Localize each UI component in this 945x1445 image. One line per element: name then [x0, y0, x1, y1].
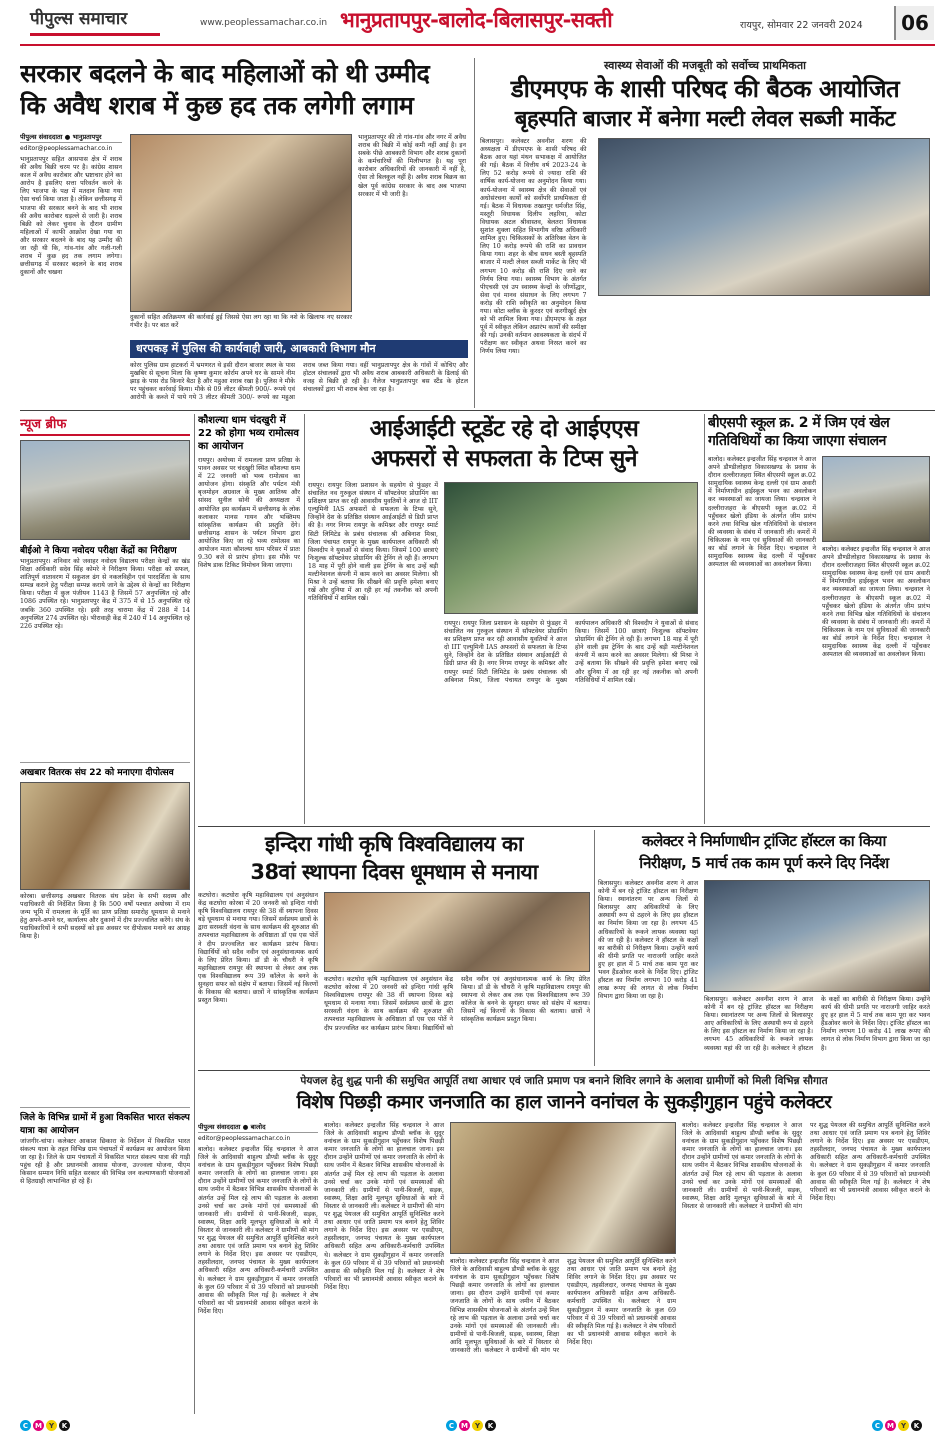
igkv-headline-2: 38वां स्थापना दिवस धूमधाम से मनाया: [250, 860, 538, 884]
brief-item3-text: जांजगीर-चांपा। कलेक्टर आकाश छिकारा के निर्देशन में विकसित भारत संकल्प यात्रा के तहत विभिन्न ग्राम पंचायतों में कार्यक्रम का आयोजन किया जा रहा है। जिले के ग्राम पंचायतों में विकसित भारत संकल्प यात्रा की गाड़ी पहुंच रही है और प्रधानमंत्री आवास योजना, उज्ज्वला योजना, पीएम किसान सम्मान निधि सहित सरकार की विभिन्न जन कल्याणकारी योजनाओं से हितग्राही लाभान्वित हो रहे हैं।: [20, 1138, 190, 1186]
igkv-body-cont: कटघोरा। कटघोरा कृषि महाविद्यालय एवं अनुसंधान केंद्र कटघोरा कोरबा में 20 जनवरी को इन्दिरा गांधी कृषि विश्वविद्यालय रायपुर की 38 वीं स्थापना दिवस बड़े धूमधाम से मनाया गया। जिसमें सर्वप्रथम छात्रों के द्वारा सरस्वती वंदना के साथ कार्यक्रम की शुरुआत की तत्पश्चात महाविद्यालय के अधिष्ठाता डॉ एस एस पोर्ते ने दीप प्रज्ज्वलित कर कार्यक्रम प्रारंभ किया। विद्यार्थियों को सदैव नवीन एवं अनुसंधानात्मक कार्य के लिए प्रेरित किया। डॉ डी के चौधरी ने कृषि महाविद्यालय रायपुर की स्थापना से लेकर अब तक एक विश्वविद्यालय रूप 39 कॉलेज के बनने के सुनहरा सफर को संक्षेप में बताया। जिसमें नई किरणों के विकास की बताया। छात्रों ने सांस्कृतिक कार्यक्रम प्रस्तुत किया।: [324, 976, 590, 1032]
news-brief: [20, 414, 190, 1414]
kamar-story: [198, 1074, 930, 1414]
ramotsav-body: रायपुर। अयोध्या में रामलला प्राण प्रतिष्ठा के पावन अवसर पर चंदखुरी स्थित कौशल्या धाम में 22 जनवरी को भव्य रामोत्सव का आयोजन होगा। संस्कृति और पर्यटन मंत्री बृजमोहन अग्रवाल के मुख्य आतिथ्य और सांसद सुनील सोनी की अध्यक्षता में आयोजित इस कार्यक्रम में छत्तीसगढ़ के लोक कलाकार मानस गायन और भक्तिमय सांस्कृतिक कार्यक्रम की प्रस्तुति देंगे। छत्तीसगढ़ शासन के पर्यटन विभाग द्वारा आयोजित किए जा रहे भव्य रामोत्सव का आयोजन माता कौशल्या धाम परिसर में प्रातः 9.30 बजे से प्रारंभ होगा। इस मौके पर विशेष डाक टिकिट विमोचन किया जाएगा।: [198, 457, 300, 570]
liquor-story: [20, 58, 468, 468]
yellow-dot: Y: [46, 1420, 57, 1431]
brief-item2-title: अखबार वितरक संघ 22 को मनाएगा दीपोत्सव: [20, 762, 190, 778]
igkv-body: कटघोरा। कटघोरा कृषि महाविद्यालय एवं अनुसंधान केंद्र कटघोरा कोरबा में 20 जनवरी को इन्दिरा गांधी कृषि विश्वविद्यालय रायपुर की 38 वीं स्थापना दिवस बड़े धूमधाम से मनाया गया। जिसमें सर्वप्रथम छात्रों के द्वारा सरस्वती वंदना के साथ कार्यक्रम की शुरुआत की तत्पश्चात महाविद्यालय के अधिष्ठाता डॉ एस एस पोर्ते ने दीप प्रज्ज्वलित कर कार्यक्रम प्रारंभ किया। विद्यार्थियों को सदैव नवीन एवं अनुसंधानात्मक कार्य के लिए प्रेरित किया। डॉ डी के चौधरी ने कृषि महाविद्यालय रायपुर की स्थापना से लेकर अब तक एक विश्वविद्यालय रूप 39 कॉलेज के बनने के सुनहरा सफर को संक्षेप में बताया। जिसमें नई किरणों के विकास की बताया। छात्रों ने सांस्कृतिक कार्यक्रम प्रस्तुत किया।: [198, 892, 318, 1005]
liquor-headline-1: सरकार बदलने के बाद महिलाओं को थी उम्मीद: [20, 59, 430, 88]
kamar-email[interactable]: editor@peoplessamachar.co.in: [198, 1135, 291, 1142]
iit-body-cont: रायपुर। रायपुर जिला प्रशासन के सहयोग से फुंडहर में संचालित नव गुरुकुल संस्थान में सॉफ्टवेयर प्रोग्रामिंग का प्रशिक्षण प्राप्त कर रही आवासीय युवतियों ने आज दो IIT एल्युमिनी IAS अफसरों से सफलता के टिप्स सुने, जिन्होंने देश के प्रतिष्ठित संस्थान आईआईटी से डिग्री प्राप्त की है। नगर निगम रायपुर के कमिश्नर और रायपुर स्मार्ट सिटी लिमिटेड के प्रबंध संचालक श्री अबिनाश मिश्रा, जिला पंचायत रायपुर के मुख्य कार्यपालन अधिकारी श्री विश्वदीप ने युवाओं से संवाद किया। जिसमें 100 छात्राएं निःशुल्क सॉफ्टवेयर प्रोग्रामिंग की ट्रेनिंग ले रही हैं। लगभग 18 माह में पूरी होने वाली इस ट्रेनिंग के बाद उन्हें बड़ी मल्टीनेशनल कंपनी में काम करने का अवसर मिलेगा। श्री मिश्रा ने उन्हें बताया कि सीखने की प्रवृत्ति हमेशा बनाए रखें और दुनिया में आ रही हर नई तकनीक को अपनी गतिविधियों में शामिल रखें।: [444, 620, 698, 684]
kamar-kicker: पेयजल हेतु शुद्ध पानी की समुचित आपूर्ति तथा आधार एवं जाति प्रमाण पत्र बनाने शिविर लगाने के अलावा ग्रामीणों को मिली विभिन्न सौगात: [300, 1075, 828, 1087]
iit-body: रायपुर। रायपुर जिला प्रशासन के सहयोग से फुंडहर में संचालित नव गुरुकुल संस्थान में सॉफ्टवेयर प्रोग्रामिंग का प्रशिक्षण प्राप्त कर रही आवासीय युवतियों ने आज दो IIT एल्युमिनी IAS अफसरों से सफलता के टिप्स सुने, जिन्होंने देश के प्रतिष्ठित संस्थान आईआईटी से डिग्री प्राप्त की है। नगर निगम रायपुर के कमिश्नर और रायपुर स्मार्ट सिटी लिमिटेड के प्रबंध संचालक श्री अबिनाश मिश्रा, जिला पंचायत रायपुर के मुख्य कार्यपालन अधिकारी श्री विश्वदीप ने युवाओं से संवाद किया। जिसमें 100 छात्राएं निःशुल्क सॉफ्टवेयर प्रोग्रामिंग की ट्रेनिंग ले रही हैं। लगभग 18 माह में पूरी होने वाली इस ट्रेनिंग के बाद उन्हें बड़ी मल्टीनेशनल कंपनी में काम करने का अवसर मिलेगा। श्री मिश्रा ने उन्हें बताया कि सीखने की प्रवृत्ति हमेशा बनाए रखें और दुनिया में आ रही हर नई तकनीक को अपनी गतिविधियों में शामिल रखें।: [308, 482, 438, 603]
magenta-dot: M: [885, 1420, 896, 1431]
bsp-school-photo: [822, 456, 930, 542]
hostel-site-photo: [704, 880, 930, 992]
masthead: [0, 0, 945, 58]
hostel-body-cont: बिलासपुर। कलेक्टर अवनीश शरण ने आज कोनी में बन रहे ट्रांजिट हॉस्टल का निरीक्षण किया। स्थानांतरण पर अन्य जिलों से बिलासपुर आए अधिकारियों के लिए अस्थायी रूप से ठहरने के लिए इस हॉस्टल का निर्माण किया जा रहा है। लगभग 45 अधिकारियों के रूकने लायक व्यवस्था यहां की जा रही है। कलेक्टर ने हॉस्टल के कक्षों का बारीकी से निरीक्षण किया। उन्होंने कार्य की धीमी प्रगति पर नाराजगी जाहिर करते हुए हर हाल में 5 मार्च तक काम पूरा कर भवन हैंडओवर करने के निर्देश दिए। ट्रांजिट हॉस्टल का निर्माण लगभग 10 करोड़ 41 लाख रूपए की लागत से लोक निर्माण विभाग द्वारा किया जा रहा है।: [704, 996, 930, 1052]
black-dot: K: [911, 1420, 922, 1431]
black-dot: K: [59, 1420, 70, 1431]
kamar-body-under-photo: बालोद। कलेक्टर इन्द्रजीत सिंह चन्द्रवाल ने आज जिले के आदिवासी बाहुल्य डौण्डी ब्लॉक के सुदूर वनांचल के ग्राम सुकड़ीगुहान पहुँचकर विशेष पिछड़ी कमार जनजाति के लोगों का हालचाल जाना। इस दौरान उन्होंने ग्रामीणों एवं कमार जनजाति के लोगों के साथ जमीन में बैठकर विभिन्न शासकीय योजनाओं के अंतर्गत उन्हें मिल रहे लाभ की पड़ताल के अलावा उनसे चर्चा कर उनके मांगों एवं समस्याओं की जानकारी ली। ग्रामीणों से पानी-बिजली, सड़क, स्वास्थ्य, शिक्षा आदि मूलभूत सुविधाओं के बारे में विस्तार से जानकारी ली। कलेक्टर ने ग्रामीणों की मांग पर शुद्ध पेयजल की समुचित आपूर्ति सुनिश्चित करने तथा आधार एवं जाति प्रमाण पत्र बनाने हेतु शिविर लगाने के निर्देश दिए। इस अवसर पर एसडीएम, तहसीलदार, जनपद पंचायत के मुख्य कार्यपालन अधिकारी सहित अन्य अधिकारी-कर्मचारी उपस्थित थे। कलेक्टर ने ग्राम सुकड़ीगुहान में कमार जनजाति के कुल 69 परिवार में से 39 परिवारों को प्रधानमंत्री आवास की स्वीकृति मिल गई है। कलेक्टर ने शेष परिवारों का भी प्रधानमंत्री आवास स्वीकृत कराने के निर्देश दिए।: [450, 1258, 676, 1355]
brief-item1-text: भानुप्रतापपुर। शनिवार को जवाहर नवोदय विद्यालय परीक्षा केन्द्रों का खंड शिक्षा अधिकारी सदेव सिंह कोमरे ने निरीक्षण किया। परीक्षा को सफल, शांतिपूर्ण वातावरण में सकुशल ढंग से नकलविहीन एवं पारदर्शिता के साथ सम्पन्न कराने हेतु परीक्षा सम्पन्न कराये जाने के उद्देश्य से केन्द्रों का निरीक्षण किया। परीक्षा में कुल पंजीयन 1143 है जिसमें 57 अनुपस्थित रहे और 1086 उपस्थित रहे। भानुप्रतापपुर केंद्र में 375 में से 15 अनुपस्थित रहे जबकि 360 उपस्थित रहे। इसी तरह चारामा केंद्र में 288 में 14 अनुपस्थित 274 उपस्थित रहे। भीरावाही केंद्र में 240 में 14 अनुपस्थित रहे 226 उपस्थित रहे।: [20, 558, 190, 630]
liquor-shop-photo: [130, 134, 352, 312]
dmf-headline-1: डीएमएफ के शासी परिषद की बैठक आयोजित: [510, 75, 900, 103]
igkv-story: [198, 830, 590, 1066]
brief-item1-title: बीईओ ने किया नवोदय परीक्षा केंद्रों का निरीक्षण: [20, 546, 177, 556]
distributors-photo: [20, 782, 190, 890]
page-number: 06: [894, 6, 934, 40]
cyan-dot: C: [20, 1420, 31, 1431]
kamar-headline: विशेष पिछड़ी कमार जनजाति का हाल जानने वनांचल के सुकड़ीगुहान पहुंचे कलेक्टर: [296, 1092, 832, 1113]
dmf-kicker: स्वास्थ्य सेवाओं की मजबूती को सर्वोच्च प्राथमिकता: [604, 59, 806, 72]
dmf-body: बिलासपुर। कलेक्टर अवनीश शरण की अध्यक्षता में डीएमएफ के शासी परिषद की बैठक आज यहां मंथन सभाकक्ष में आयोजित की गई। बैठक में वित्तीय वर्ष 2023-24 के लिए 52 करोड़ रूपये से ज्यादा राशि की वार्षिक कार्य-योजना का अनुमोदन किया गया। कार्य-योजना में स्वास्थ्य क्षेत्र की सेवाओं एवं अधोसंरचना कार्यों को सर्वोपरि प्राथमिकता दी गई। बैठक में विधायक तखतपुर धर्मजीत सिंह, मस्तूरी विधायक दिलीप लहरिया, कोटा विधायक अटल श्रीवास्तव, बेलतरा विधायक सुशांत शुक्ला सहित विभागीय वरिष्ठ अधिकारी शामिल हुए। चिकित्सकों के अतिरिक्त वेतन के लिए 10 करोड़ रूपये की राशि का प्रावधान किया गया। शहर के बीच सघन बस्ती बृहस्पति बाजार में मल्टी लेवल सब्जी मार्केट के लिए भी लगभग 10 करोड़ की राशि दिए जाने का निर्णय लिया गया। स्वास्थ्य विभाग के अंतर्गत पीएचसी एवं उप स्वास्थ्य केन्द्रों के जीर्णोद्धार, सेवा एवं मानव संसाधन के लिए लगभग 7 करोड़ की राशि स्वीकृति का अनुमोदन किया गया। कोटा ब्लॉक के कुरदर एवं करगीखुर्द क्षेत्र को भी शामिल किया गया। डीएमएफ के तहत पूर्व में स्वीकृत लेकिन अप्रारंभ कार्यों की समीक्षा की गई। उनकी वर्तमान आवश्यकता के संदर्भ में परीक्षण कर स्वीकृत अथवा निरस्त करने का निर्णय लिया गया।: [480, 138, 587, 356]
hostel-story: [598, 830, 930, 1066]
magenta-dot: M: [33, 1420, 44, 1431]
kamar-byline: पीपुल्स संवाददाता ● बालोद: [198, 1122, 318, 1133]
bsp-school-story: [708, 414, 930, 824]
liquor-email[interactable]: editor@peoplessamachar.co.in: [20, 145, 113, 152]
yellow-dot: Y: [898, 1420, 909, 1431]
iit-headline-2: अफसरों से सफलता के टिप्स सुने: [370, 446, 638, 472]
dmf-headline-2: बृहस्पति बाजार में बनेगा मल्टी लेवल सब्जी मार्केट: [514, 107, 896, 132]
iit-seminar-photo: [444, 482, 698, 614]
hostel-headline-2: निरीक्षण, 5 मार्च तक काम पूर्ण करने दिए निर्देश: [639, 854, 889, 872]
kamar-body-right: बालोद। कलेक्टर इन्द्रजीत सिंह चन्द्रवाल ने आज जिले के आदिवासी बाहुल्य डौण्डी ब्लॉक के सुदूर वनांचल के ग्राम सुकड़ीगुहान पहुँचकर विशेष पिछड़ी कमार जनजाति के लोगों का हालचाल जाना। इस दौरान उन्होंने ग्रामीणों एवं कमार जनजाति के लोगों के साथ जमीन में बैठकर विभिन्न शासकीय योजनाओं के अंतर्गत उन्हें मिल रहे लाभ की पड़ताल के अलावा उनसे चर्चा कर उनके मांगों एवं समस्याओं की जानकारी ली। ग्रामीणों से पानी-बिजली, सड़क, स्वास्थ्य, शिक्षा आदि मूलभूत सुविधाओं के बारे में विस्तार से जानकारी ली। कलेक्टर ने ग्रामीणों की मांग पर शुद्ध पेयजल की समुचित आपूर्ति सुनिश्चित करने तथा आधार एवं जाति प्रमाण पत्र बनाने हेतु शिविर लगाने के निर्देश दिए। इस अवसर पर एसडीएम, तहसीलदार, जनपद पंचायत के मुख्य कार्यपालन अधिकारी सहित अन्य अधिकारी-कर्मचारी उपस्थित थे। कलेक्टर ने ग्राम सुकड़ीगुहान में कमार जनजाति के कुल 69 परिवार में से 39 परिवारों को प्रधानमंत्री आवास की स्वीकृति मिल गई है। कलेक्टर ने शेष परिवारों का भी प्रधानमंत्री आवास स्वीकृत कराने के निर्देश दिए।: [682, 1122, 930, 1210]
iit-headline-1: आईआईटी स्टूडेंट रहे दो आईएएस: [369, 416, 639, 442]
dmf-story: [480, 58, 930, 408]
registration-marks-mid: [446, 1420, 496, 1431]
igkv-group-photo: [324, 892, 590, 972]
news-brief-label: न्यूज ब्रीफ: [20, 414, 190, 436]
bsp-headline-2: गतिविधियों का किया जाएगा संचालन: [708, 433, 886, 449]
black-dot: K: [485, 1420, 496, 1431]
website-url[interactable]: www.peoplessamachar.co.in: [200, 18, 328, 28]
liquor-col3: भानुप्रतापपुर की तो गांव-गांव और नगर में अवैध शराब की बिक्री में कोई कमी नहीं आई है। इन सबके पीछे आबकारी विभाग और शराब दुकानों के कर्मचारियों की मिलीभगत है। यह पूरा कारोबार अधिकारियों की जानकारी में नहीं है, ऐसा तो बिलकुल नहीं है। अवैध शराब बिक्रय का खेल पूर्व कांग्रेस सरकार के बाद अब भाजपा सरकार में भी जारी है।: [358, 134, 466, 198]
bsp-body: बालोद। कलेक्टर इन्द्रजीत सिंह चन्द्रवाल ने आज अपने डौण्डीलोहारा विकासखण्ड के प्रवास के दौरान दल्लीराजहरा स्थित बीएसपी स्कूल क्र.02 सामुदायिक स्वास्थ्य केन्द्र दल्ली एवं ग्राम अवारी में निर्माणाधीन हाईस्कूल भवन का अवलोकन कर व्यवस्थाओं का जायजा लिया। चन्द्रवाल ने दल्लीराजहरा के बीएसपी स्कूल क्र.02 में पहुँचकर खेलो इंडिया के अंतर्गत जीम प्रारंभ करने तथा विभिन्न खेल गतिविधियों के संचालन की व्यवस्था के संबंध में जानकारी ली। कमरों में चिकित्सक के नाम एवं सुविधाओं की जानकारी का बोर्ड लगाने के निर्देश दिए। चन्द्रवाल ने सामुदायिक स्वास्थ्य केंद्र दल्ली में पहुँचकर अस्पताल की व्यवस्थाओं का अवलोकन किया।: [708, 456, 816, 569]
cyan-dot: C: [872, 1420, 883, 1431]
cyan-dot: C: [446, 1420, 457, 1431]
kamar-body-col2: बालोद। कलेक्टर इन्द्रजीत सिंह चन्द्रवाल ने आज जिले के आदिवासी बाहुल्य डौण्डी ब्लॉक के सुदूर वनांचल के ग्राम सुकड़ीगुहान पहुँचकर विशेष पिछड़ी कमार जनजाति के लोगों का हालचाल जाना। इस दौरान उन्होंने ग्रामीणों एवं कमार जनजाति के लोगों के साथ जमीन में बैठकर विभिन्न शासकीय योजनाओं के अंतर्गत उन्हें मिल रहे लाभ की पड़ताल के अलावा उनसे चर्चा कर उनके मांगों एवं समस्याओं की जानकारी ली। ग्रामीणों से पानी-बिजली, सड़क, स्वास्थ्य, शिक्षा आदि मूलभूत सुविधाओं के बारे में विस्तार से जानकारी ली। कलेक्टर ने ग्रामीणों की मांग पर शुद्ध पेयजल की समुचित आपूर्ति सुनिश्चित करने तथा आधार एवं जाति प्रमाण पत्र बनाने हेतु शिविर लगाने के निर्देश दिए। इस अवसर पर एसडीएम, तहसीलदार, जनपद पंचायत के मुख्य कार्यपालन अधिकारी सहित अन्य अधिकारी-कर्मचारी उपस्थित थे। कलेक्टर ने ग्राम सुकड़ीगुहान में कमार जनजाति के कुल 69 परिवार में से 39 परिवारों को प्रधानमंत्री आवास की स्वीकृति मिल गई है। कलेक्टर ने शेष परिवारों का भी प्रधानमंत्री आवास स्वीकृत कराने के निर्देश दिए।: [324, 1122, 444, 1291]
iit-story: [308, 414, 700, 824]
exam-centre-photo: [20, 440, 190, 540]
liquor-byline: पीपुल्स संवाददाता ● भानुप्रतापपुर: [20, 132, 122, 143]
ramotsav-headline: कौशल्या धाम चंदखुरी में 22 को होगा भव्य रामोत्सव का आयोजन: [198, 415, 299, 452]
liquor-photo-caption: दुकानों सहित अतिक्रमण की कार्रवाई हुई जिससे ऐसा लग रहा था कि नशे के खिलाफ नए सरकार गंभीर है। पर बात करें: [130, 314, 352, 330]
newspaper-logo: पीपुल्स समाचार: [30, 6, 160, 36]
kamar-body-left: बालोद। कलेक्टर इन्द्रजीत सिंह चन्द्रवाल ने आज जिले के आदिवासी बाहुल्य डौण्डी ब्लॉक के सुदूर वनांचल के ग्राम सुकड़ीगुहान पहुँचकर विशेष पिछड़ी कमार जनजाति के लोगों का हालचाल जाना। इस दौरान उन्होंने ग्रामीणों एवं कमार जनजाति के लोगों के साथ जमीन में बैठकर विभिन्न शासकीय योजनाओं के अंतर्गत उन्हें मिल रहे लाभ की पड़ताल के अलावा उनसे चर्चा कर उनके मांगों एवं समस्याओं की जानकारी ली। ग्रामीणों से पानी-बिजली, सड़क, स्वास्थ्य, शिक्षा आदि मूलभूत सुविधाओं के बारे में विस्तार से जानकारी ली। कलेक्टर ने ग्रामीणों की मांग पर शुद्ध पेयजल की समुचित आपूर्ति सुनिश्चित करने तथा आधार एवं जाति प्रमाण पत्र बनाने हेतु शिविर लगाने के निर्देश दिए। इस अवसर पर एसडीएम, तहसीलदार, जनपद पंचायत के मुख्य कार्यपालन अधिकारी सहित अन्य अधिकारी-कर्मचारी उपस्थित थे। कलेक्टर ने ग्राम सुकड़ीगुहान में कमार जनजाति के कुल 69 परिवार में से 39 परिवारों को प्रधानमंत्री आवास की स्वीकृति मिल गई है। कलेक्टर ने शेष परिवारों का भी प्रधानमंत्री आवास स्वीकृत कराने के निर्देश दिए।: [198, 1146, 318, 1315]
igkv-headline-1: इन्दिरा गांधी कृषि विश्वविद्यालय का: [265, 832, 523, 856]
hostel-body: बिलासपुर। कलेक्टर अवनीश शरण ने आज कोनी में बन रहे ट्रांजिट हॉस्टल का निरीक्षण किया। स्थानांतरण पर अन्य जिलों से बिलासपुर आए अधिकारियों के लिए अस्थायी रूप से ठहरने के लिए इस हॉस्टल का निर्माण किया जा रहा है। लगभग 45 अधिकारियों के रूकने लायक व्यवस्था यहां की जा रही है। कलेक्टर ने हॉस्टल के कक्षों का बारीकी से निरीक्षण किया। उन्होंने कार्य की धीमी प्रगति पर नाराजगी जाहिर करते हुए हर हाल में 5 मार्च तक काम पूरा कर भवन हैंडओवर करने के निर्देश दिए। ट्रांजिट हॉस्टल का निर्माण लगभग 10 करोड़ 41 लाख रूपए की लागत से लोक निर्माण विभाग द्वारा किया जा रहा है।: [598, 880, 698, 1001]
registration-marks-left: [20, 1420, 70, 1431]
hostel-headline-1: कलेक्टर ने निर्माणाधीन ट्रांजिट हॉस्टल का किया: [642, 832, 886, 850]
registration-marks-right: [872, 1420, 922, 1431]
liquor-box-heading: धरपकड़ में पुलिस की कार्यवाही जारी, आबकारी विभाग मौन: [130, 340, 468, 358]
brief-item3-title: जिले के विभिन्न ग्रामों में हुआ विकसित भारत संकल्प यात्रा का आयोजन: [20, 1107, 190, 1136]
brief-item2-text: कोरबा। छत्तीसगढ़ अखबार वितरक संघ प्रदेश के सभी सदस्य और पदाधिकारी की निर्देशित किया है कि 500 वर्षों पश्चात अयोध्या में राम जन्म भूमि में रामलला के मूर्ति का प्राण प्रतिष्ठा समारोह धूमधाम से मनाने हेतु अपने-अपने घर, कार्यालय और दुकानों में दीप प्रज्ज्वलित करेंगे। संघ के पदाधिकारियों ने सभी सदस्यों को इस अवसर पर दीपोत्सव मनाने का आग्रह किया है।: [20, 893, 190, 941]
bsp-body-cont: बालोद। कलेक्टर इन्द्रजीत सिंह चन्द्रवाल ने आज अपने डौण्डीलोहारा विकासखण्ड के प्रवास के दौरान दल्लीराजहरा स्थित बीएसपी स्कूल क्र.02 सामुदायिक स्वास्थ्य केन्द्र दल्ली एवं ग्राम अवारी में निर्माणाधीन हाईस्कूल भवन का अवलोकन कर व्यवस्थाओं का जायजा लिया। चन्द्रवाल ने दल्लीराजहरा के बीएसपी स्कूल क्र.02 में पहुँचकर खेलो इंडिया के अंतर्गत जीम प्रारंभ करने तथा विभिन्न खेल गतिविधियों के संचालन की व्यवस्था के संबंध में जानकारी ली। कमरों में चिकित्सक के नाम एवं सुविधाओं की जानकारी का बोर्ड लगाने के निर्देश दिए। चन्द्रवाल ने सामुदायिक स्वास्थ्य केंद्र दल्ली में पहुँचकर अस्पताल की व्यवस्थाओं का अवलोकन किया।: [822, 546, 930, 659]
yellow-dot: Y: [472, 1420, 483, 1431]
ramotsav-story: [198, 414, 300, 824]
liquor-col1: भानुप्रतापपुर सहित आसपास क्षेत्र में शराब की अवैध बिक्री चरम पर है। कांग्रेस शासन काल में अवैध कारोबार और भ्रष्टाचार होने का आरोप है इसलिए सत्ता परिवर्तन करने के लिए भाजपा के पक्ष में मतदान किया गया ऐसा चर्चा किया जाता है। लेकिन छत्तीसगढ़ में भाजपा की सरकार बनने के बाद भी शराब की अवैध कारोबार धड़ल्ले से जारी है। शराब बिक्री को लेकर चुनाव के दौरान ग्रामीण महिलाओं में काफी आक्रोश देखा गया था और सरकार बदलने के बाद यह उम्मीद की जा रही थी कि, गांव-गांव और गली-गली शराब में कुछ हद तक लगाम लगेगा। छत्तीसगढ़ में सरकार बदलने के बाद शराब दुकानों और चखना: [20, 156, 122, 277]
liquor-box-text: कोरर पुलिस ग्राम हाटकर्रा में भ्रमणरत थे इसी दौरान बाजार स्थल के पास मुखबिर से सूचना मिला कि कृष्णा कुमार कोर्राम अपने घर के सामने नीम झाड़ के पास रोड किनारे बैठा है और महुआ शराब रखा है। पुलिस ने मौके पर पहुंचकर कार्रवाई किया। मौके से 09 लीटर कीमती 900/- रूपये एवं आरोपी के कब्जे में पाये गये 3 लीटर कीमती 300/- रूपये का महुआ शराब जब्त किया गया। वहीं भानुप्रतापपुर क्षेत्र के गांवों में कोचिए और होटल संचालकों द्वारा भी अवैध शराब आबकारी अधिकारी के ढिलाई की वजह से बिक्री हो रही है। गैलेज भानुप्रतापपुर बस स्टैंड के होटल संचालकों द्वारा भी शराब बेचा जा रहा है।: [130, 362, 468, 402]
bsp-headline-1: बीएसपी स्कूल क्र. 2 में जिम एवं खेल: [708, 415, 890, 431]
kamar-meeting-photo: [450, 1122, 676, 1254]
date-line: रायपुर, सोमवार 22 जनवरी 2024: [740, 20, 863, 31]
liquor-headline-2: कि अवैध शराब में कुछ हद तक लगेगी लगाम: [20, 91, 414, 120]
magenta-dot: M: [459, 1420, 470, 1431]
region-title: भानुप्रतापपुर-बालोद-बिलासपुर-सक्ती: [340, 8, 613, 32]
